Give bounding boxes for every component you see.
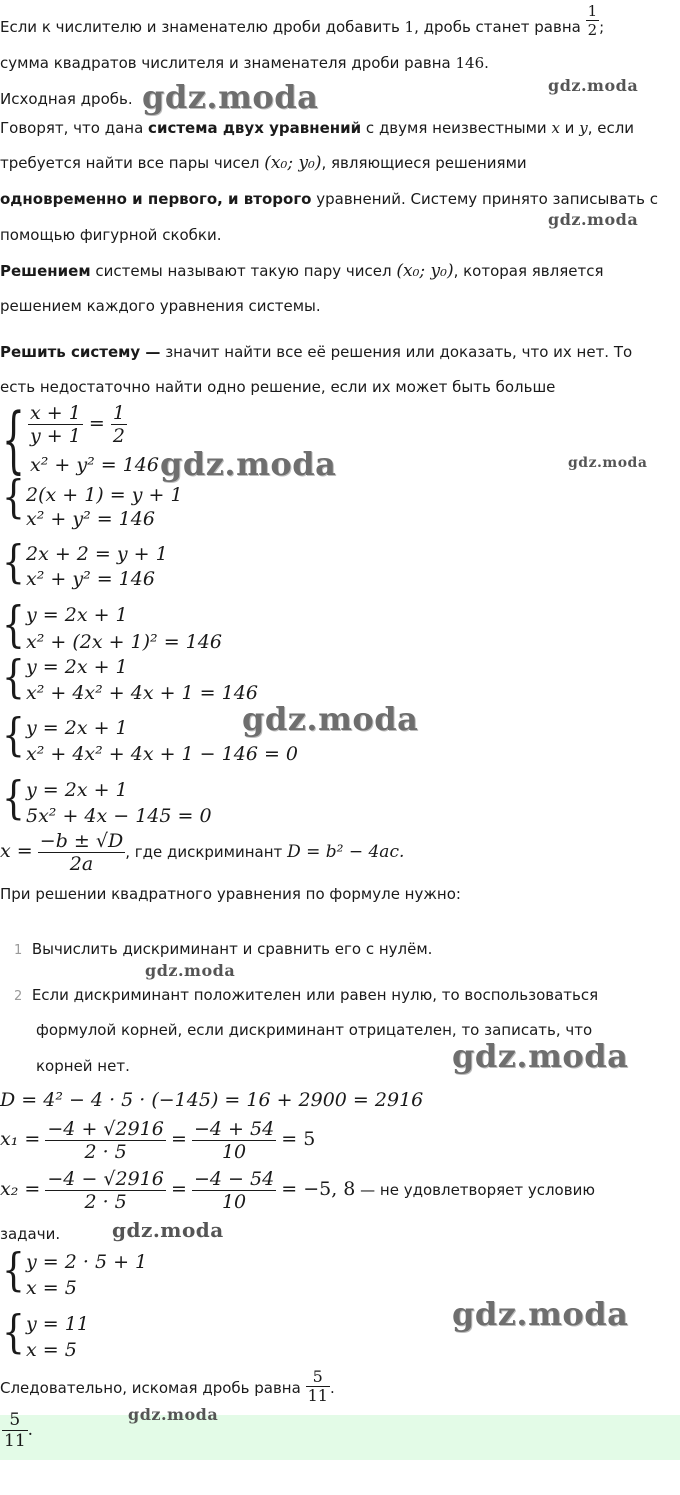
system-2-line-1: 2(x + 1) = y + 1 xyxy=(26,484,183,506)
conclusion: Следовательно, искомая дробь равна $\frac{5}{11}$ . xyxy=(0,1367,335,1405)
fraction-one-half: $\frac{1}{2}$ xyxy=(587,2,598,39)
definition-line-2: требуется найти все пары чисел (x₀; y₀), являющиеся решениями xyxy=(0,153,527,173)
system-8-line-1: y = 2 · 5 + 1 xyxy=(26,1251,148,1273)
fraction: $\frac{-4 + √2916}{2 \cdot 5}$ xyxy=(47,1118,164,1163)
watermark: gdz.moda xyxy=(548,210,639,229)
watermark: gdz.moda xyxy=(242,700,419,738)
solution-definition-line-2: решением каждого уравнения системы. xyxy=(0,297,321,315)
system-5-line-2: x² + 4x² + 4x + 1 = 146 xyxy=(26,682,258,704)
fraction: $\frac{5}{11}$ xyxy=(4,1410,26,1451)
fraction: $\frac{5}{11}$ xyxy=(307,1367,328,1405)
watermark: gdz.moda xyxy=(452,1295,629,1333)
system-brace: { xyxy=(2,773,25,825)
root-x2-continuation: задачи. xyxy=(0,1225,61,1243)
fraction: $\frac{-4 - 54}{10}$ xyxy=(193,1168,275,1213)
list-item: 2 Если дискриминант положителен или равен нулю, то воспользоваться xyxy=(14,986,599,1004)
quadratic-formula: x = $\frac{-b \pm √D}{2a}$ , где дискриминант D = b² − 4ac. xyxy=(0,830,404,872)
list-item: 1 Вычислить дискриминант и сравнить его с нулём. xyxy=(14,940,433,958)
system-6-line-2: x² + 4x² + 4x + 1 − 146 = 0 xyxy=(26,743,298,765)
system-6-line-1: y = 2x + 1 xyxy=(26,717,128,739)
definition-line-3: одновременно и первого, и второго уравнений. Систему принято записывать с xyxy=(0,190,658,208)
system-3-line-2: x² + y² = 146 xyxy=(26,568,155,590)
fraction: $\frac{-4 - √2916}{2 \cdot 5}$ xyxy=(47,1168,164,1213)
problem-line-2: сумма квадратов числителя и знаменателя дроби равна 146. xyxy=(0,54,489,72)
system-1-line-2: x² + y² = 146 xyxy=(30,454,159,476)
watermark: gdz.moda xyxy=(128,1405,219,1424)
fraction: $\frac{1}{2}$ xyxy=(112,402,125,447)
answer-box xyxy=(0,1415,680,1460)
solve-definition-line-2: есть недостаточно найти одно решение, если их может быть больше xyxy=(0,378,556,396)
root-x2: x₂ = $\frac{-4 - √2916}{2 \cdot 5}$ = $\frac{-4 - 54}{10}$ = −5, 8 — не удовлетворяет условию xyxy=(0,1168,595,1213)
definition-line-4: помощью фигурной скобки. xyxy=(0,226,222,244)
discriminant-calc: D = 4² − 4 · 5 · (−145) = 16 + 2900 = 2916 xyxy=(0,1089,424,1111)
watermark: gdz.moda xyxy=(568,455,648,471)
system-4-line-2: x² + (2x + 1)² = 146 xyxy=(26,631,222,653)
system-5-line-1: y = 2x + 1 xyxy=(26,656,128,678)
system-brace: { xyxy=(2,652,25,704)
list-item-continuation: корней нет. xyxy=(36,1057,130,1075)
system-7-line-1: y = 2x + 1 xyxy=(26,779,128,801)
system-brace: { xyxy=(2,537,25,589)
system-brace: { xyxy=(2,710,25,762)
fraction: $\frac{-b \pm √D}{2a}$ xyxy=(38,830,125,872)
fraction: $\frac{x + 1}{y + 1}$ xyxy=(30,402,81,447)
watermark: gdz.moda xyxy=(145,961,236,980)
watermark: gdz.moda xyxy=(452,1037,629,1075)
system-4-line-1: y = 2x + 1 xyxy=(26,604,128,626)
system-3-line-1: 2x + 2 = y + 1 xyxy=(26,543,168,565)
problem-line-1: Если к числителю и знаменателю дроби добавить 1, дробь станет равна $\frac{1}{2}$ ; xyxy=(0,2,605,39)
rule-intro: При решении квадратного уравнения по формуле нужно: xyxy=(0,885,461,903)
watermark: gdz.moda xyxy=(160,445,337,483)
system-7-line-2: 5x² + 4x − 145 = 0 xyxy=(26,805,212,827)
watermark: gdz.moda xyxy=(112,1218,224,1242)
watermark: gdz.moda xyxy=(548,76,639,95)
solve-definition-line-1: Решить систему — значит найти все её решения или доказать, что их нет. То xyxy=(0,343,633,361)
definition-line-1: Говорят, что дана система двух уравнений с двумя неизвестными x и y, если xyxy=(0,119,635,137)
root-x1: x₁ = $\frac{-4 + √2916}{2 \cdot 5}$ = $\frac{-4 + 54}{10}$ = 5 xyxy=(0,1118,316,1163)
system-2-line-2: x² + y² = 146 xyxy=(26,508,155,530)
system-brace: { xyxy=(2,400,25,482)
answer-value: $\frac{5}{11}$ . xyxy=(4,1410,34,1451)
system-brace: { xyxy=(2,1307,25,1359)
system-9-line-2: x = 5 xyxy=(26,1339,77,1361)
system-brace: { xyxy=(2,1245,25,1297)
system-brace: { xyxy=(2,598,25,654)
system-9-line-1: y = 11 xyxy=(26,1313,89,1335)
system-1-line-1: $\frac{x + 1}{y + 1}$ = $\frac{1}{2}$ xyxy=(30,402,125,447)
problem-line-3: Исходная дробь. xyxy=(0,90,133,108)
solution-definition-line-1: Решением системы называют такую пару чисел (x₀; y₀), которая является xyxy=(0,261,604,281)
watermark: gdz.moda xyxy=(142,78,319,116)
fraction: $\frac{-4 + 54}{10}$ xyxy=(193,1118,275,1163)
system-brace: { xyxy=(2,472,25,524)
system-8-line-2: x = 5 xyxy=(26,1277,77,1299)
list-item-continuation: формулой корней, если дискриминант отрицателен, то записать, что xyxy=(36,1021,593,1039)
